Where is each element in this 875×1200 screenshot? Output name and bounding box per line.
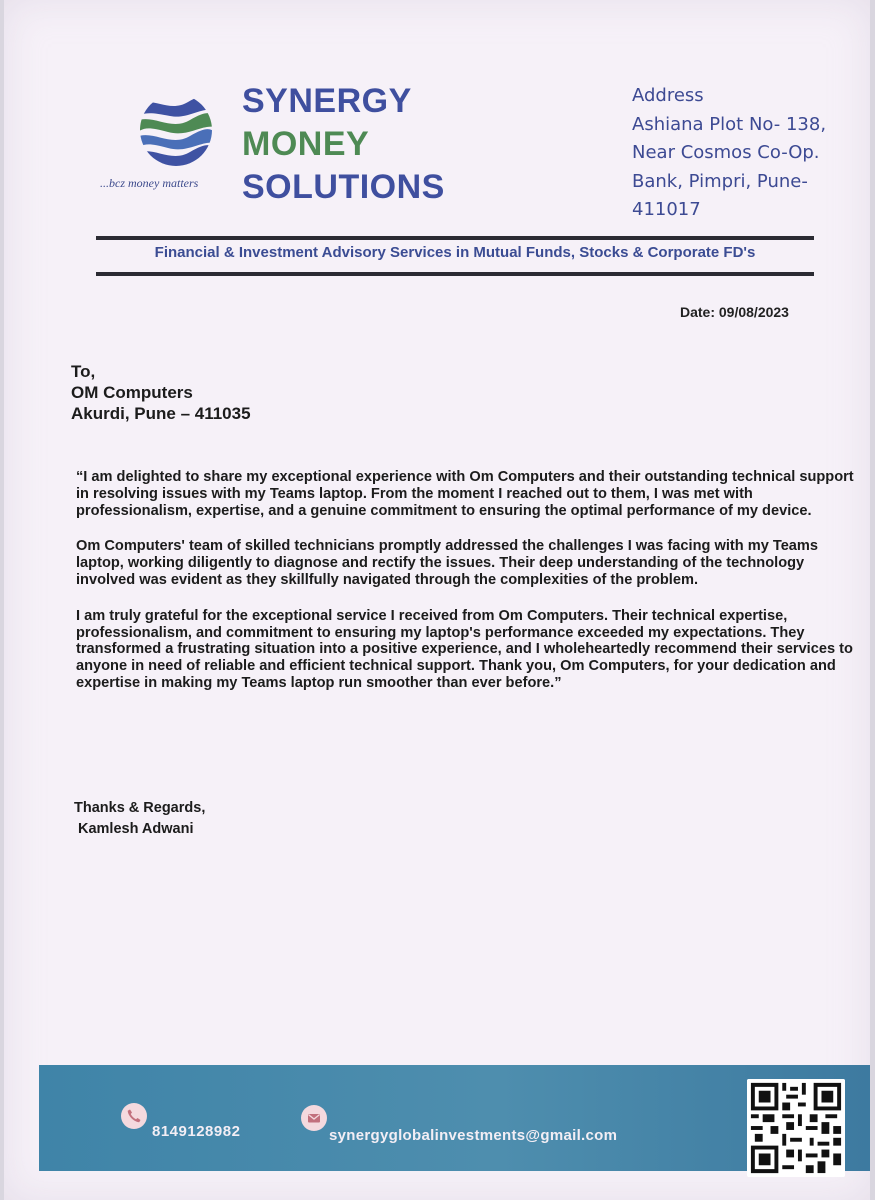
address-line: Address bbox=[632, 85, 704, 106]
contact-footer bbox=[39, 1065, 870, 1171]
qr-code-icon[interactable] bbox=[747, 1079, 845, 1177]
address-line: Ashiana Plot No- 138, bbox=[632, 113, 827, 135]
address-line: Near Cosmos Co-Op. bbox=[632, 142, 820, 163]
company-name bbox=[242, 80, 445, 209]
letter-body bbox=[76, 469, 858, 711]
letter-date: Date: 09/08/2023 bbox=[680, 304, 789, 320]
recipient-block bbox=[71, 361, 251, 424]
mail-icon bbox=[301, 1105, 327, 1131]
letter-page bbox=[4, 0, 870, 1200]
signatory-name: Kamlesh Adwani bbox=[78, 821, 194, 837]
logo-tagline: ...bcz money matters bbox=[100, 176, 199, 190]
closing-block bbox=[74, 798, 205, 840]
company-name-line: SOLUTIONS bbox=[242, 168, 445, 206]
email-address[interactable]: synergyglobalinvestments@gmail.com bbox=[329, 1127, 618, 1144]
header-divider-top bbox=[96, 236, 814, 240]
recipient-line: To, bbox=[71, 362, 96, 381]
body-paragraph: I am truly grateful for the exceptional service I received from Om Computers. Their technical expertise, professionalism, and commitment to ensuring my laptop's performance exceeded my expectations. They transformed a frustrating situation into a positive experience, and I wholeheartedly recommend their services to anyone in need of reliable and efficient technical support. Thank you, Om Computers, for your dedication and expertise in making my Teams laptop run smoother than ever before.” bbox=[76, 607, 853, 691]
company-name-line: MONEY bbox=[242, 125, 370, 163]
closing-line: Thanks & Regards, bbox=[74, 800, 206, 816]
services-tagline: Financial & Investment Advisory Services in Mutual Funds, Stocks & Corporate FD's bbox=[154, 244, 756, 261]
header-divider-bottom bbox=[96, 272, 814, 276]
address-line: 411017 bbox=[632, 199, 701, 220]
phone-icon bbox=[121, 1103, 147, 1129]
body-paragraph: “I am delighted to share my exceptional experience with Om Computers and their outstanding technical support in resolving issues with my Teams laptop. From the moment I reached out to them, I was met with professionalism, expertise, and a genuine commitment to ensuring the optimal performance of my device. bbox=[76, 469, 854, 519]
recipient-line: OM Computers bbox=[71, 383, 193, 402]
body-paragraph: Om Computers' team of skilled technicians promptly addressed the challenges I was facing with my Teams laptop, working diligently to diagnose and rectify the issues. Their deep understanding of the technology involved was evident as they skillfully navigated through the complexities of the problem. bbox=[76, 538, 819, 588]
company-address bbox=[632, 82, 826, 225]
address-line: Bank, Pimpri, Pune- bbox=[632, 170, 808, 192]
wave-globe-icon bbox=[138, 92, 214, 168]
company-name-line: SYNERGY bbox=[242, 82, 412, 120]
phone-number[interactable]: 8149128982 bbox=[152, 1123, 241, 1140]
recipient-line: Akurdi, Pune – 411035 bbox=[71, 404, 251, 423]
